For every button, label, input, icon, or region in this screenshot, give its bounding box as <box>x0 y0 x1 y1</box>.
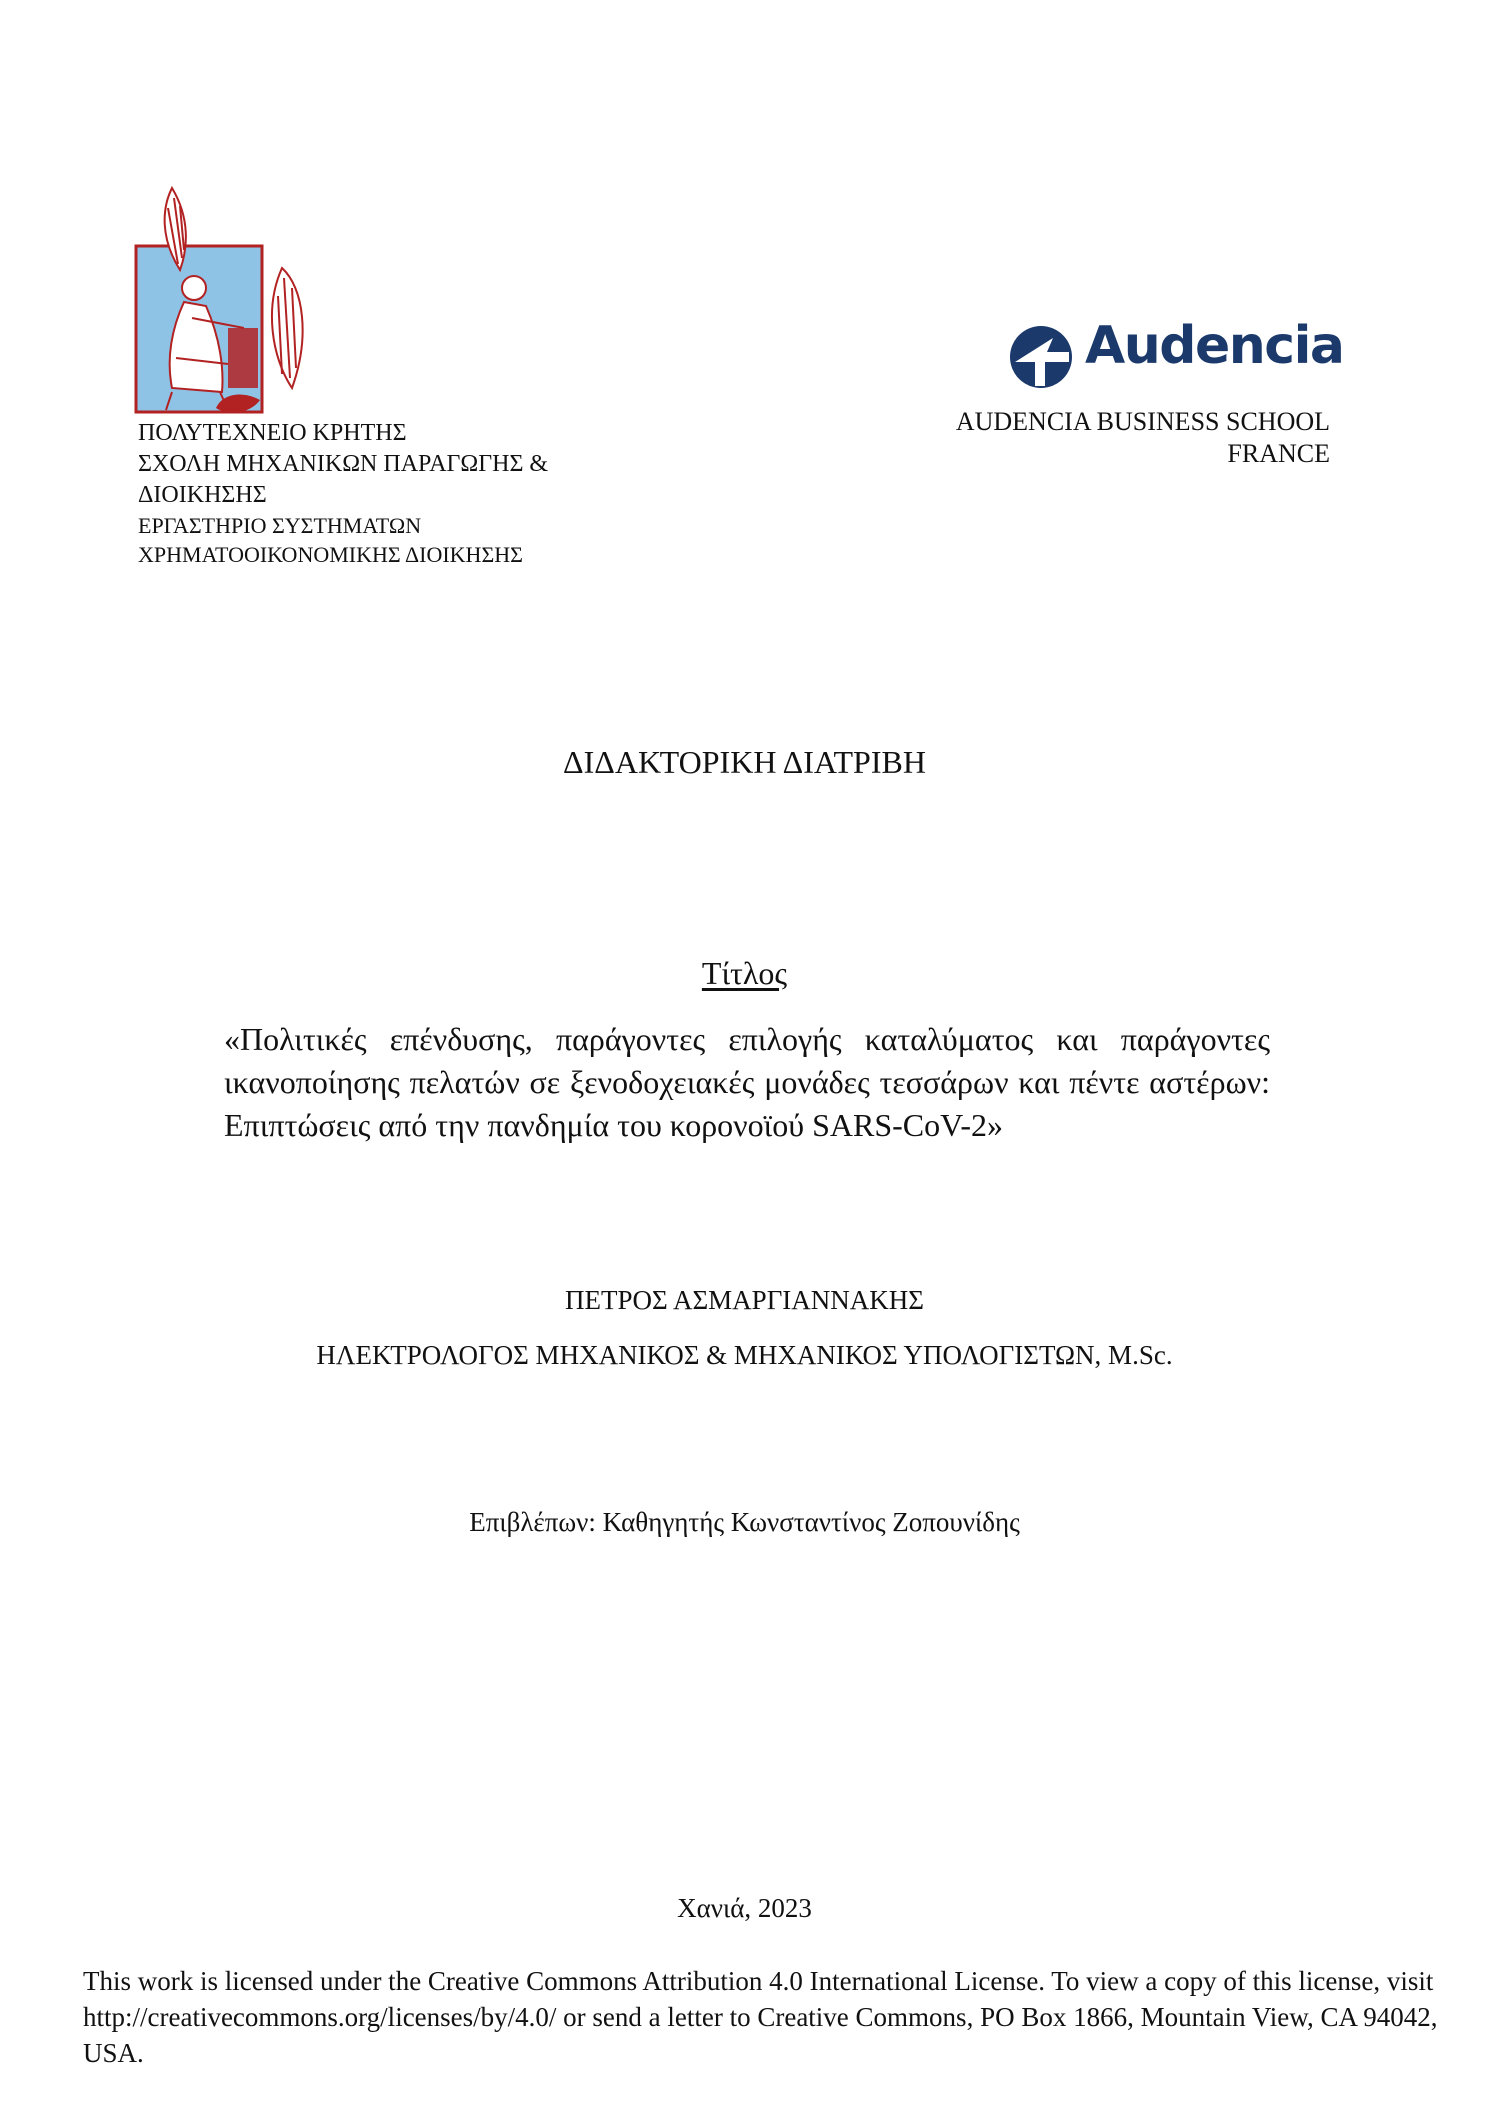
thesis-title: «Πολιτικές επένδυσης, παράγοντες επιλογής καταλύματος και παράγοντες ικανοποίησης πελατών σε ξενοδοχειακές μονάδες τεσσάρων και πέντε αστέρων: Επιπτώσεις από την πανδημία του κορονοϊού SARS-CoV-2» <box>224 1021 1270 1143</box>
audencia-country: FRANCE <box>1227 439 1330 468</box>
audencia-institution-block <box>880 406 1330 470</box>
license-notice: This work is licensed under the Creative Commons Attribution 4.0 International License. To view a copy of this license, visit http://creativecommons.org/licenses/by/4.0/ or send a letter to Creative Commons, PO Box 1866, Mountain View, CA 94042, USA. <box>83 1966 1438 2068</box>
document-type: ΔΙΔΑΚΤΟΡΙΚΗ ΔΙΑΤΡΙΒΗ <box>563 744 926 780</box>
tuc-school-name-cont: ΔΙΟΙΚΗΣΗΣ <box>138 482 267 508</box>
supervisor: Επιβλέπων: Καθηγητής Κωνσταντίνος Ζοπουνίδης <box>469 1507 1020 1537</box>
author-degree: ΗΛΕΚΤΡΟΛΟΓΟΣ ΜΗΧΑΝΙΚΟΣ & ΜΗΧΑΝΙΚΟΣ ΥΠΟΛΟΓΙΣΤΩΝ, M.Sc. <box>316 1340 1173 1370</box>
audencia-logo <box>1007 316 1344 392</box>
audencia-school-name: AUDENCIA BUSINESS SCHOOL <box>955 407 1330 436</box>
tuc-university-name: ΠΟΛΥΤΕΧΝΕΙΟ ΚΡΗΤΗΣ <box>138 420 407 446</box>
author-name: ΠΕΤΡΟΣ ΑΣΜΑΡΓΙΑΝΝΑΚΗΣ <box>564 1285 924 1315</box>
tuc-lab-name: ΕΡΓΑΣΤΗΡΙΟ ΣΥΣΤΗΜΑΤΩΝ <box>138 513 422 538</box>
place-date: Χανιά, 2023 <box>677 1893 812 1923</box>
audencia-wordmark: Audencia <box>1085 316 1344 376</box>
title-label: Τίτλος <box>701 955 788 991</box>
tuc-institution-block <box>138 418 658 569</box>
tuc-logo <box>132 178 312 418</box>
tuc-lab-name-cont: ΧΡΗΜΑΤΟΟΙΚΟΝΟΜΙΚΗΣ ΔΙΟΙΚΗΣΗΣ <box>138 542 523 567</box>
tuc-school-name: ΣΧΟΛΗ ΜΗΧΑΝΙΚΩΝ ΠΑΡΑΓΩΓΗΣ & <box>138 451 549 477</box>
audencia-emblem-icon <box>1007 322 1077 392</box>
